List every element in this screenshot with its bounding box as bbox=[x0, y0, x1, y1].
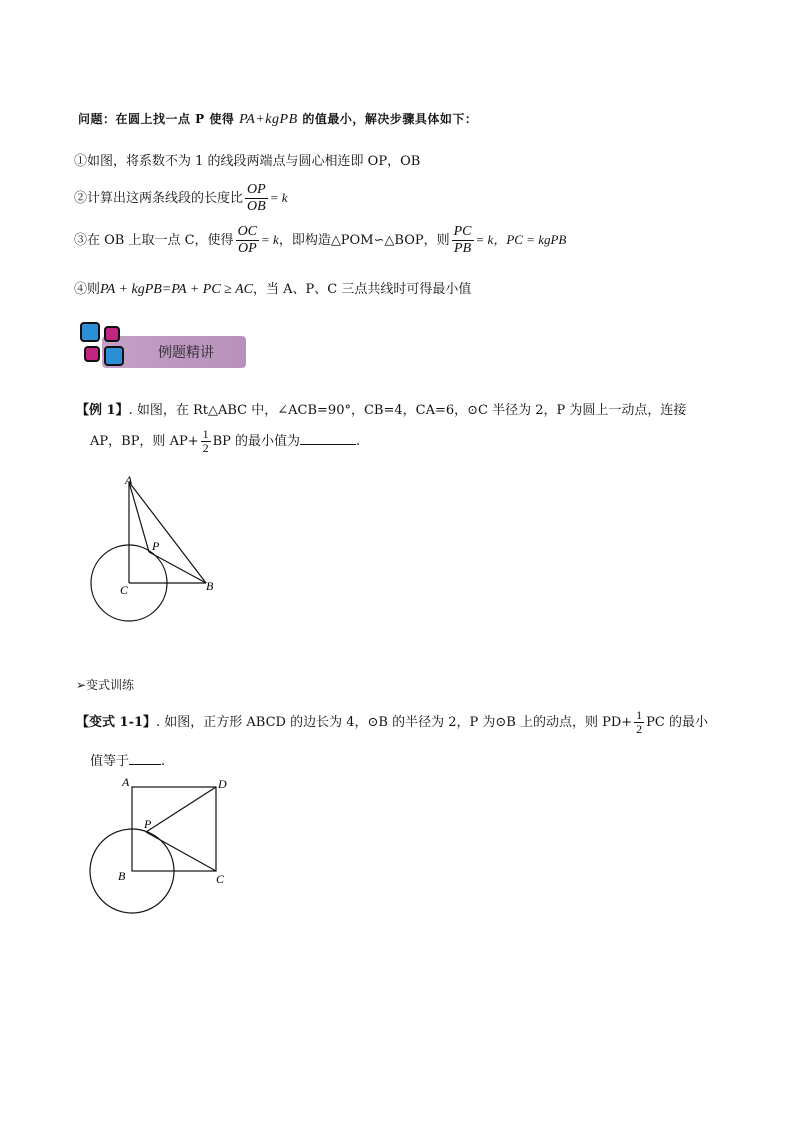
fraction-numerator: 1 bbox=[202, 427, 209, 441]
example-1-tag: 【例 1】 bbox=[76, 403, 129, 418]
step-3-equals-1: = k bbox=[261, 232, 279, 247]
fraction-denominator: PB bbox=[454, 241, 472, 256]
step-3-text-c: ，PC = kgPB bbox=[493, 232, 567, 247]
step-1: ①如图，将系数不为 1 的线段两端点与圆心相连即 OP，OB bbox=[74, 154, 421, 169]
step-3-text-a: ③在 OB 上取一点 C，使得 bbox=[74, 233, 234, 248]
step-4-formula: PA + kgPB=PA + PC ≥ AC bbox=[100, 282, 253, 297]
fraction-denominator: 2 bbox=[636, 722, 643, 736]
answer-blank[interactable] bbox=[300, 444, 356, 445]
fraction-denominator: 2 bbox=[202, 441, 209, 455]
example-1-text: . 如图，在 Rt△ABC 中，∠ACB=90°，CB=4，CA=6，⊙C 半径为 2，P 为圆上一动点，连接 bbox=[128, 403, 687, 418]
example-1-text-a: AP，BP，则 AP+ bbox=[90, 434, 199, 449]
step-3 bbox=[74, 224, 566, 257]
variant-1-tag: 【变式 1-1】 bbox=[76, 715, 157, 730]
point-label-c: C bbox=[216, 872, 225, 886]
answer-blank[interactable] bbox=[129, 764, 161, 765]
squares-logo-icon bbox=[78, 320, 134, 372]
step-2-fraction bbox=[245, 182, 268, 215]
variant-1-line-1 bbox=[76, 709, 708, 736]
step-3-fraction-2 bbox=[452, 224, 474, 257]
example-1-text-b: BP 的最小值为 bbox=[212, 434, 301, 449]
variant-1-fraction bbox=[634, 709, 644, 736]
example-1-fraction bbox=[201, 428, 211, 455]
point-label-c: C bbox=[120, 583, 129, 597]
fraction-numerator: OP bbox=[247, 182, 266, 197]
point-label-b: B bbox=[118, 869, 126, 883]
step-3-fraction-1 bbox=[236, 224, 259, 257]
variant-header: ➢变式训练 bbox=[76, 678, 135, 692]
variant-1-end: . bbox=[161, 754, 166, 769]
step-3-text-b: ，即构造△POM∽△BOP，则 bbox=[278, 233, 450, 248]
fraction-numerator: OC bbox=[237, 224, 258, 239]
problem-statement bbox=[78, 110, 477, 128]
example-1-line-2 bbox=[90, 428, 360, 455]
problem-suffix: 的值最小，解决步骤具体如下： bbox=[297, 112, 478, 126]
point-label-d: D bbox=[218, 777, 227, 791]
fraction-numerator: PC bbox=[453, 224, 472, 239]
variant-1-line-2 bbox=[90, 750, 165, 769]
segment-ap bbox=[129, 482, 149, 552]
fraction-denominator: OP bbox=[237, 241, 257, 256]
point-label-a: A bbox=[122, 775, 130, 789]
variant-1-text-c: 值等于 bbox=[90, 754, 130, 769]
step-2-equals: = k bbox=[269, 190, 288, 205]
point-label-a: A bbox=[125, 473, 133, 487]
step-2-text: ②计算出这两条线段的长度比 bbox=[74, 191, 244, 206]
section-banner bbox=[78, 320, 250, 372]
segment-pc bbox=[146, 832, 216, 871]
example-1-line-1 bbox=[76, 399, 686, 418]
segment-ab bbox=[129, 482, 206, 583]
step-4 bbox=[74, 278, 471, 298]
point-label-p: P bbox=[144, 817, 152, 831]
segment-pd bbox=[146, 787, 216, 832]
step-2 bbox=[74, 182, 287, 215]
variant-1-text-a: . 如图，正方形 ABCD 的边长为 4，⊙B 的半径为 2，P 为⊙B 上的动点，则 PD+ bbox=[156, 715, 633, 730]
step-3-equals-2: = k bbox=[475, 232, 494, 247]
problem-formula: PA+kgPB bbox=[239, 112, 298, 127]
fraction-denominator: OB bbox=[247, 199, 266, 214]
variant-1-text-b: PC 的最小 bbox=[646, 715, 708, 730]
example-1-figure bbox=[80, 470, 240, 630]
point-label-p: P bbox=[152, 539, 160, 553]
banner-label: 例题精讲 bbox=[158, 345, 214, 361]
step-4-text-a: ④则 bbox=[74, 282, 101, 297]
problem-prefix: 问题：在圆上找一点 P 使得 bbox=[78, 112, 240, 126]
example-1-end: . bbox=[356, 434, 361, 449]
step-4-text-b: ，当 A、P、C 三点共线时可得最小值 bbox=[252, 282, 472, 297]
variant-1-figure bbox=[80, 770, 240, 920]
segment-pb bbox=[149, 552, 206, 583]
fraction-numerator: 1 bbox=[636, 708, 643, 722]
point-label-b: B bbox=[206, 579, 214, 593]
